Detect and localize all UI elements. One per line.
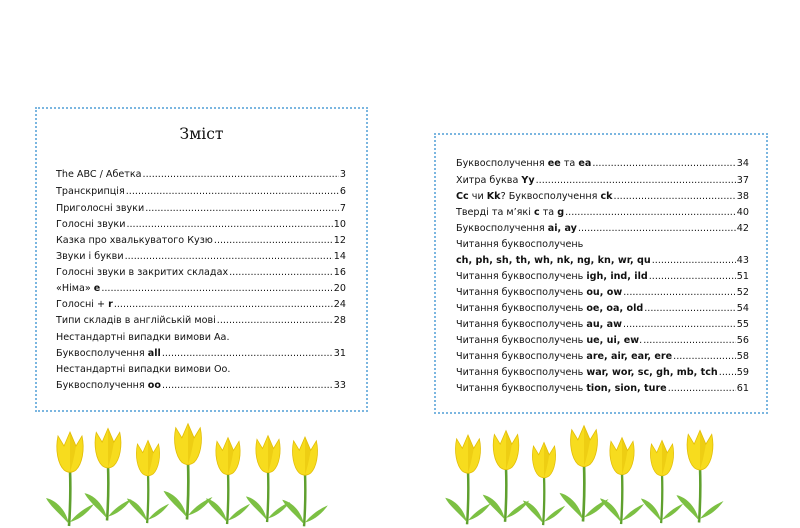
toc-leader-dots (623, 319, 736, 330)
toc-leader-dots (565, 207, 736, 218)
tulip-decoration-left (40, 420, 370, 520)
toc-page-number: 3 (339, 169, 346, 180)
tulip-icon (523, 442, 565, 525)
toc-page-number: 14 (333, 251, 346, 262)
toc-page-number: 38 (736, 191, 749, 202)
toc-entry-title (456, 271, 648, 282)
toc-leader-dots (229, 267, 333, 278)
toc-leader-dots (578, 223, 736, 234)
toc-leader-dots (114, 299, 333, 310)
toc-leader-dots (623, 287, 736, 298)
toc-leader-dots (536, 175, 736, 186)
toc-leader-dots (719, 367, 736, 378)
toc-entry-bold: Yy (521, 175, 535, 186)
toc-page-number: 24 (333, 299, 346, 310)
tulip-icon (127, 440, 169, 523)
toc-entry (56, 380, 346, 391)
toc-entry-title (456, 223, 577, 234)
toc-entry-bold: c (533, 207, 540, 218)
toc-entry-bold: g (557, 207, 565, 218)
toc-entry (456, 175, 749, 186)
toc-entry-title (456, 367, 718, 378)
toc-entry-text: Хитра буква (456, 175, 522, 186)
toc-entry-title (56, 203, 144, 214)
toc-entry-text: Буквосполучення (456, 223, 548, 234)
toc-leader-dots (644, 303, 736, 314)
toc-entry-bold: oe, oa, old (586, 303, 644, 314)
toc-entry-title (456, 351, 672, 362)
toc-entry-title (456, 303, 643, 314)
tulip-icon (445, 435, 491, 524)
toc-entry-text: Читання буквосполучень (456, 335, 587, 346)
tulip-icon (282, 437, 328, 526)
tulip-icon (641, 440, 683, 523)
toc-page-number: 28 (333, 315, 346, 326)
toc-entry (456, 207, 749, 218)
toc-page-number: 61 (736, 383, 749, 394)
toc-entry (456, 303, 749, 314)
toc-entry (456, 335, 749, 346)
toc-entry (456, 367, 749, 378)
tulip-icon (483, 431, 530, 522)
toc-entry-text: Приголосні звуки (56, 203, 145, 214)
toc-page-number: 42 (736, 223, 749, 234)
toc-entry-title (456, 319, 622, 330)
toc-entry-title (456, 191, 613, 202)
toc-leader-dots (673, 351, 736, 362)
toc-entry-title (56, 332, 230, 343)
toc-entry (456, 383, 749, 394)
toc-leader-dots (143, 169, 339, 180)
toc-entry-text: «Німа» (56, 283, 94, 294)
toc-entry-title (56, 251, 124, 262)
toc-leader-dots (614, 191, 736, 202)
toc-page-number: 37 (736, 175, 749, 186)
toc-entry-text: Читання буквосполучень (456, 303, 587, 314)
toc-leader-dots (162, 348, 333, 359)
toc-entry (56, 203, 346, 214)
toc-entry-title (456, 207, 564, 218)
toc-entry-bold: are, air, ear, ere (586, 351, 673, 362)
toc-page-number: 7 (339, 203, 346, 214)
toc-page-number: 43 (736, 255, 749, 266)
toc-entry-title (56, 364, 230, 375)
toc-entry-title (56, 315, 216, 326)
toc-entry-title (456, 335, 642, 346)
toc-entry-title (456, 255, 651, 266)
toc-entry-bold: ea (578, 158, 592, 169)
toc-page-number: 31 (333, 348, 346, 359)
toc-entry (56, 235, 346, 246)
toc-leader-dots (126, 186, 339, 197)
tulip-icon (46, 432, 94, 526)
toc-entry-title (56, 186, 125, 197)
toc-page-number: 40 (736, 207, 749, 218)
toc-page-number: 54 (736, 303, 749, 314)
toc-entry-title (56, 267, 228, 278)
toc-leader-dots (652, 255, 736, 266)
toc-leader-dots (214, 235, 333, 246)
toc-entry-title (56, 169, 142, 180)
toc-entry-text: Голосні звуки (56, 219, 126, 230)
toc-leader-dots (592, 158, 735, 169)
tulip-icon (206, 438, 250, 524)
toc-entry-title (456, 239, 583, 250)
toc-entry-text: The ABC / Абетка (56, 169, 142, 180)
toc-entry-title (56, 235, 213, 246)
toc-leader-dots (217, 315, 333, 326)
toc-entry-bold: oo (147, 380, 161, 391)
toc-entry-text: чи (468, 191, 487, 202)
toc-entry (56, 283, 346, 294)
right-toc-page (434, 133, 768, 414)
toc-page-number: 20 (333, 283, 346, 294)
toc-leader-dots (668, 383, 736, 394)
toc-entry-text: Читання буквосполучень (456, 239, 584, 250)
toc-entry (56, 169, 346, 180)
left-toc-page (35, 107, 368, 412)
toc-entry (456, 191, 749, 202)
toc-page-number: 58 (736, 351, 749, 362)
toc-page-number: 34 (736, 158, 749, 169)
toc-entry (56, 315, 346, 326)
toc-entry (56, 267, 346, 278)
toc-entry-title (56, 380, 161, 391)
toc-entry-text: Звуки і букви (56, 251, 124, 262)
toc-entry-bold: ch, ph, sh, th, wh, nk, ng, kn, wr, qu (456, 255, 651, 266)
toc-entry-text: Читання буквосполучень (456, 351, 587, 362)
toc-page-number: 55 (736, 319, 749, 330)
toc-entry-text: Буквосполучення (56, 380, 148, 391)
toc-entry-title (56, 299, 113, 310)
toc-entry-title (56, 219, 125, 230)
toc-entry (56, 251, 346, 262)
toc-entry-text: Голосні звуки в закритих складах (56, 267, 229, 278)
tulip-decoration-right (440, 420, 770, 520)
toc-page-number: 56 (736, 335, 749, 346)
toc-entry-text: Казка про хвалькуватого Кузю (56, 235, 213, 246)
toc-entry-bold: ee (547, 158, 561, 169)
toc-entry-text: Читання буквосполучень (456, 319, 587, 330)
toc-entry (456, 271, 749, 282)
toc-entry-bold: Cc (456, 191, 469, 202)
toc-entry-text: Нестандартні випадки вимови Аа. (56, 332, 230, 343)
toc-entry-bold: igh, ind, ild (586, 271, 648, 282)
toc-page-number: 6 (339, 186, 346, 197)
toc-leader-dots (649, 271, 736, 282)
toc-entry (56, 332, 346, 343)
toc-entry-text: Читання буквосполучень (456, 383, 587, 394)
toc-entry (456, 351, 749, 362)
toc-entry-title (56, 348, 161, 359)
toc-entry (456, 255, 749, 266)
toc-entry-text: Голосні + (56, 299, 109, 310)
toc-entry-bold: au, aw (586, 319, 622, 330)
toc-entry (456, 319, 749, 330)
toc-page-number: 12 (333, 235, 346, 246)
toc-entry-text: Тверді та м’які (456, 207, 534, 218)
toc-entry-bold: ck (600, 191, 613, 202)
toc-leader-dots (126, 219, 332, 230)
toc-entry (456, 223, 749, 234)
toc-entry (456, 158, 749, 169)
toc-entry (456, 287, 749, 298)
toc-entry-text: . (639, 335, 643, 346)
toc-entry-bold: all (147, 348, 161, 359)
toc-title: Зміст (179, 125, 224, 143)
toc-entry-title (456, 383, 667, 394)
toc-entry-text: ? Буквосполучення (500, 191, 601, 202)
toc-page-number: 59 (736, 367, 749, 378)
toc-entry (56, 219, 346, 230)
toc-entry-title (456, 158, 591, 169)
tulip-icon (560, 426, 609, 522)
toc-entry (56, 299, 346, 310)
toc-entry-text: Типи складів в англійській мові (56, 315, 216, 326)
toc-entry-bold: ue, ui, ew (586, 335, 640, 346)
toc-entry-bold: ai, ay (547, 223, 577, 234)
toc-page-number: 52 (736, 287, 749, 298)
toc-entry-bold: war, wor, sc, gh, mb, tch (586, 367, 718, 378)
toc-entry-title (56, 283, 100, 294)
toc-entry-bold: tion, sion, ture (586, 383, 667, 394)
toc-entry-text: Нестандартні випадки вимови Оо. (56, 364, 231, 375)
toc-leader-dots (643, 335, 736, 346)
toc-entry-bold: e (93, 283, 101, 294)
toc-entry-text: Транскрипція (56, 186, 125, 197)
tulip-icon (600, 438, 644, 524)
toc-entry (56, 364, 346, 375)
toc-page-number: 16 (333, 267, 346, 278)
toc-leader-dots (162, 380, 333, 391)
toc-leader-dots (101, 283, 332, 294)
toc-leader-dots (145, 203, 339, 214)
toc-entry-text: Читання буквосполучень (456, 287, 587, 298)
toc-page-number: 10 (333, 219, 346, 230)
toc-entry-title (456, 287, 622, 298)
toc-page-number: 51 (736, 271, 749, 282)
toc-entry (56, 186, 346, 197)
toc-entry (56, 348, 346, 359)
toc-entry-title (456, 175, 535, 186)
toc-entry (456, 239, 749, 250)
toc-entry-bold: ou, ow (586, 287, 623, 298)
toc-entry-text: та (539, 207, 558, 218)
tulip-icon (246, 436, 290, 522)
toc-entry-bold: r (108, 299, 113, 310)
toc-page-number: 33 (333, 380, 346, 391)
toc-entry-text: Читання буквосполучень (456, 367, 587, 378)
toc-entry-text: Буквосполучення (456, 158, 548, 169)
toc-entry-text: та (560, 158, 579, 169)
toc-entry-bold: Kk (486, 191, 501, 202)
toc-leader-dots (125, 251, 333, 262)
toc-entry-text: Читання буквосполучень (456, 271, 587, 282)
tulip-icon (164, 424, 213, 520)
toc-entry-text: Буквосполучення (56, 348, 148, 359)
tulip-icon (676, 430, 723, 522)
